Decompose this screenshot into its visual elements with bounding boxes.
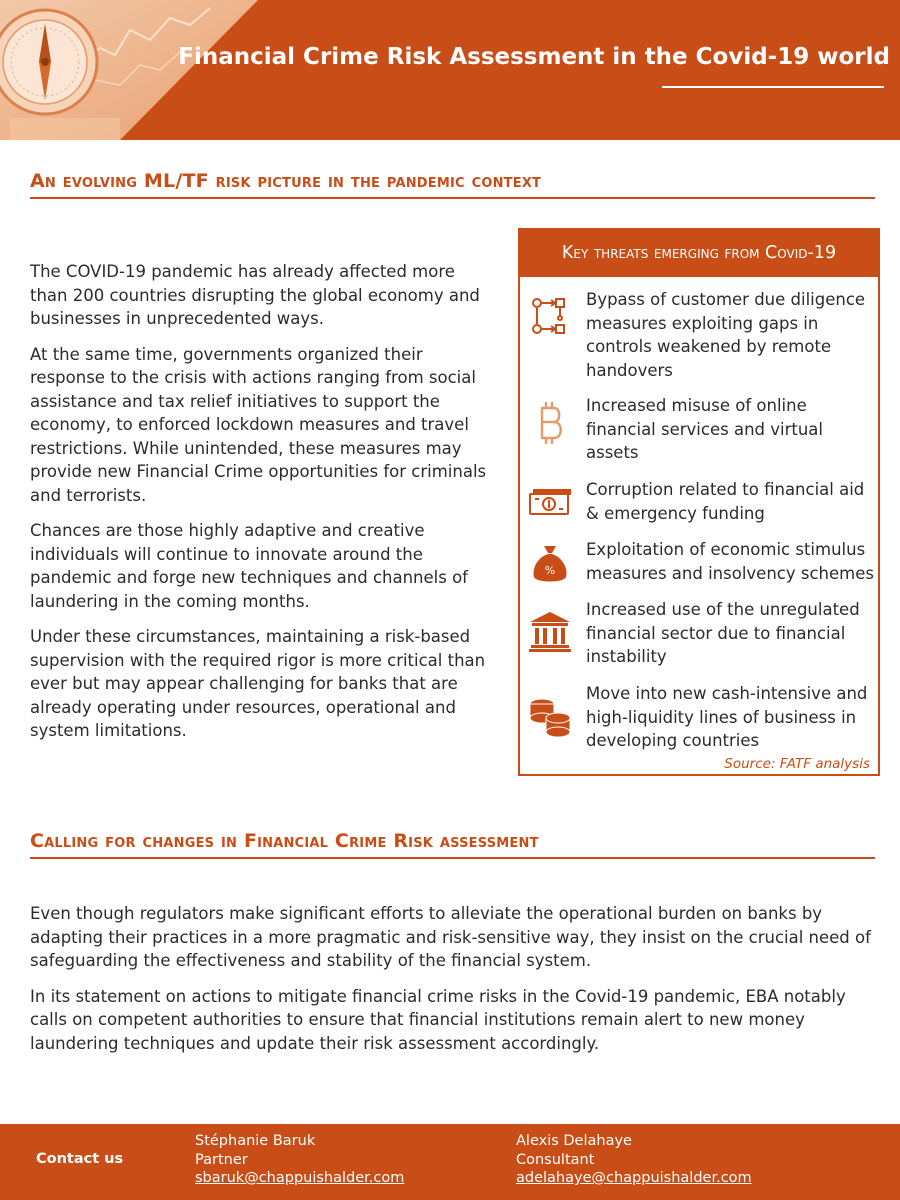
contact-email-link[interactable]: sbaruk@chappuishalder.com [195, 1170, 405, 1186]
header-banner [0, 0, 900, 140]
source-note: Source: FATF analysis [724, 756, 870, 772]
money-bag-icon [528, 542, 572, 586]
bitcoin-icon [528, 400, 572, 444]
title-underline [662, 86, 884, 88]
paragraph: Under these circumstances, maintaining a risk-based supervision with the required rigor is more critical than ever but may appear challenging for banks that are already operating under resources, operational and system limitations. [30, 627, 486, 740]
paragraph: The COVID-19 pandemic has already affected more than 200 countries disrupting the global economy and businesses in unprecedented ways. [30, 262, 480, 328]
cash-icon [528, 480, 572, 524]
calling-text [30, 902, 880, 1067]
threat-text: Exploitation of economic stimulus measures and insolvency schemes [586, 540, 874, 583]
contact-name: Alexis Delahaye [516, 1133, 632, 1149]
contact-email-link[interactable]: adelahaye@chappuishalder.com [516, 1170, 752, 1186]
threat-text: Bypass of customer due diligence measures exploiting gaps in controls weakened by remote handovers [586, 290, 866, 380]
threat-text: Move into new cash-intensive and high-liquidity lines of business in developing countries [586, 684, 868, 750]
page-title: Financial Crime Risk Assessment in the Covid-19 world [178, 44, 890, 70]
compass-photo [0, 0, 258, 140]
paragraph: At the same time, governments organized their response to the crisis with actions ranging from social assistance and tax relief initiatives to support the economy, to enforced lockdown measures and travel restrictions. While unintended, these measures may provide new Financial Crime opportunities for criminals and terrorists. [30, 344, 487, 505]
bank-icon [528, 610, 572, 654]
coins-icon [528, 694, 572, 738]
threat-text: Corruption related to financial aid & emergency funding [586, 480, 865, 523]
section-heading-risk-picture: An evolving ML/TF risk picture in the pandemic context [30, 170, 875, 199]
paragraph: In its statement on actions to mitigate financial crime risks in the Covid-19 pandemic, EBA notably calls on competent authorities to ensure that financial institutions remain alert to new money laundering techniques and update their risk assessment accordingly. [30, 986, 846, 1053]
contact-role: Consultant [516, 1151, 595, 1168]
key-threats-box [518, 228, 880, 776]
contact-role: Partner [195, 1151, 248, 1168]
key-threats-title: Key threats emerging from Covid-19 [520, 230, 878, 277]
flowchart-icon [528, 294, 572, 338]
section-heading-calling-for-changes: Calling for changes in Financial Crime Risk assessment [30, 830, 875, 859]
threat-text: Increased misuse of online financial services and virtual assets [586, 396, 824, 462]
contact-card [516, 1132, 752, 1188]
threat-text: Increased use of the unregulated financial sector due to financial instability [586, 600, 860, 666]
contact-name: Stéphanie Baruk [195, 1133, 316, 1149]
paragraph: Even though regulators make significant efforts to alleviate the operational burden on banks by adapting their practices in a more pragmatic and risk-sensitive way, they insist on the crucial need of safeguarding the effectiveness and stability of the financial system. [30, 904, 871, 970]
contact-card [195, 1132, 404, 1188]
contact-us-label: Contact us [36, 1151, 124, 1167]
svg-text:%: % [544, 564, 556, 577]
footer [0, 1124, 900, 1200]
intro-text [30, 260, 490, 755]
compass-icon [0, 10, 97, 114]
paragraph: Chances are those highly adaptive and creative individuals will continue to innovate around the pandemic and forge new techniques and channels of laundering in the coming months. [30, 521, 468, 611]
